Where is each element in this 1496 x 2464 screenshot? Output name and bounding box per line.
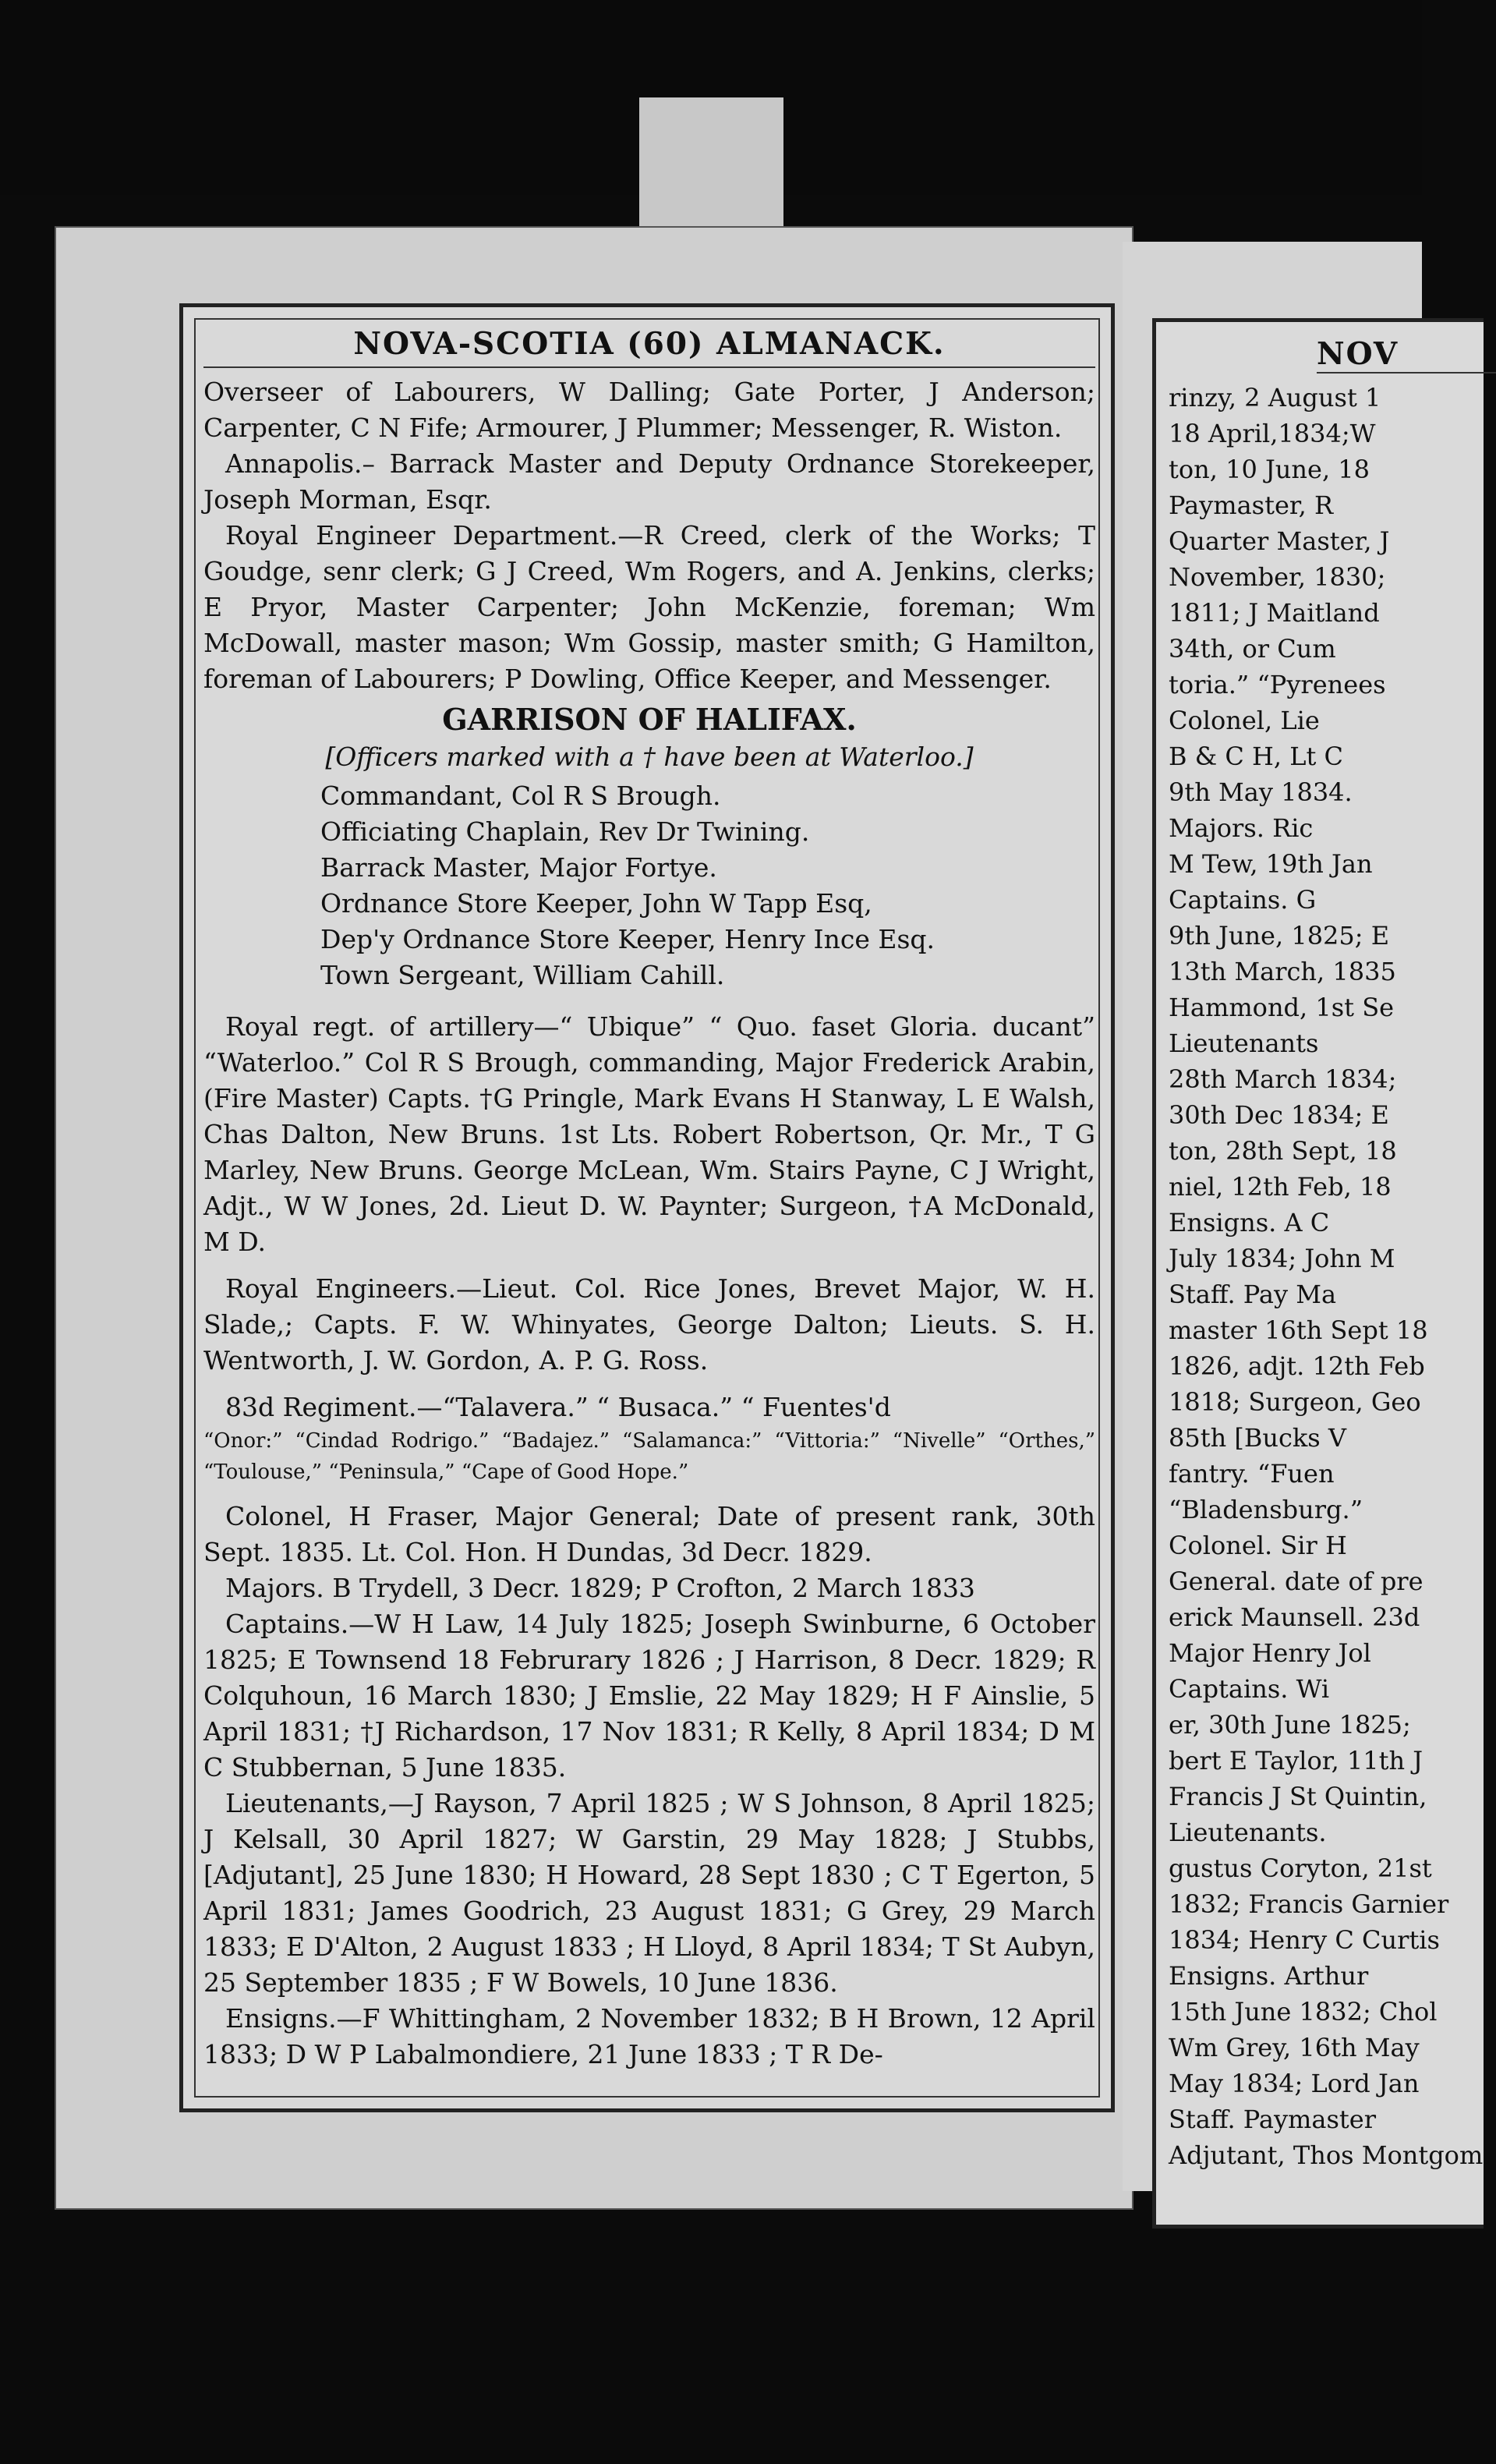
right-page-line: 34th, or Cum	[1169, 634, 1336, 664]
right-page-line: gustus Coryton, 21st	[1169, 1853, 1432, 1883]
right-page-line: ton, 28th Sept, 18	[1169, 1136, 1397, 1166]
battle-honours: “Onor:” “Cindad Rodrigo.” “Badajez.” “Salamanca:” “Vittoria:” “Nivelle” “Orthes,” “Toulouse,” “Peninsula,” “Cape of Good Hope.”	[203, 1429, 1095, 1484]
right-page-line: Wm Grey, 16th May	[1169, 2033, 1420, 2062]
paragraph-lieutenants: Lieutenants,—J Rayson, 7 April 1825 ; W S Johnson, 8 April 1825; J Kelsall, 30 April 1827; W Garstin, 29 May 1828; J Stubbs, [Adjutant], 25 June 1830; H Howard, 28 Sept 1830 ; C T Egerton, 5 April 1831; James Goodrich, 23 August 1831; G Grey, 29 March 1833; E D'Alton, 2 August 1833 ; H Lloyd, 8 April 1834; T St Aubyn, 25 September 1835 ; F W Bowels, 10 June 1836.	[203, 1788, 1095, 1998]
right-page-line: Lieutenants.	[1169, 1818, 1327, 1847]
right-page-line: B & C H, Lt C	[1169, 742, 1344, 771]
right-page-line: 1834; Henry C Curtis	[1169, 1925, 1440, 1955]
right-page-line: May 1834; Lord Jan	[1169, 2069, 1420, 2098]
garrison-title: GARRISON OF HALIFAX.	[442, 702, 857, 737]
right-page-line: Captains. G	[1169, 885, 1317, 915]
right-page-line: 28th March 1834;	[1169, 1064, 1397, 1094]
paragraph-annapolis: Annapolis.– Barrack Master and Deputy Ordnance Storekeeper, Joseph Morman, Esqr.	[203, 448, 1095, 515]
page-header: NOVA-SCOTIA (60) ALMANACK.	[203, 326, 1095, 368]
right-page-line: erick Maunsell. 23d	[1169, 1602, 1420, 1632]
right-page-line: fantry. “Fuen	[1169, 1459, 1335, 1489]
paragraph-royal-engineer-department: Royal Engineer Department.—R Creed, clerk of the Works; T Goudge, senr clerk; G J Creed, Wm Rogers, and A. Jenkins, clerks; E Pryor, Master Carpenter; John McKenzie, foreman; Wm McDowall, master mason; Wm Gossip, master smith; G Hamilton, foreman of Labourers; P Dowling, Office Keeper, and Messenger.	[203, 520, 1095, 694]
paragraph-artillery: Royal regt. of artillery—“ Ubique” “ Quo. faset Gloria. ducant” “Waterloo.” Col R S Brough, commanding, Major Frederick Arabin, (Fire Master) Capts. †G Pringle, Mark Evans H Stanway, L E Walsh, Chas Dalton, New Bruns. 1st Lts. Robert Robertson, Qr. Mr., T G Marley, New Bruns. George McLean, Wm. Stairs Payne, C J Wright, Adjt., W W Jones, 2d. Lieut D. W. Paynter; Surgeon, †A McDonald, M D.	[203, 1011, 1095, 1257]
right-page-line: Francis J St Quintin,	[1169, 1782, 1427, 1811]
officer-list	[320, 778, 1095, 993]
right-page-line: Hammond, 1st Se	[1169, 993, 1395, 1022]
spacer	[203, 1488, 1095, 1499]
right-page-line: 1826, adjt. 12th Feb	[1169, 1351, 1425, 1381]
officer-line: Barrack Master, Major Fortye.	[320, 852, 717, 883]
officer-line: Dep'y Ordnance Store Keeper, Henry Ince Esq.	[320, 924, 935, 954]
right-page-line: “Bladensburg.”	[1169, 1495, 1363, 1524]
paragraph-majors: Majors. B Trydell, 3 Decr. 1829; P Crofton, 2 March 1833	[225, 1573, 975, 1603]
right-page-line: Paymaster, R	[1169, 490, 1334, 520]
officer-line: Commandant, Col R S Brough.	[320, 781, 721, 811]
right-page-line: 1818; Surgeon, Geo	[1169, 1387, 1421, 1417]
right-page-line: Staff. Paymaster	[1169, 2105, 1376, 2134]
right-page-line: Staff. Pay Ma	[1169, 1280, 1337, 1309]
right-page-line: 1832; Francis Garnier	[1169, 1889, 1449, 1919]
right-page-line: Majors. Ric	[1169, 813, 1314, 843]
right-page-line: 13th March, 1835	[1169, 957, 1396, 986]
right-page-line: toria.” “Pyrenees	[1169, 670, 1386, 699]
officer-line: Ordnance Store Keeper, John W Tapp Esq,	[320, 888, 872, 919]
paragraph-ensigns: Ensigns.—F Whittingham, 2 November 1832; B H Brown, 12 April 1833; D W P Labalmondiere, 21 June 1833 ; T R De-	[203, 2003, 1095, 2069]
right-page-line: 9th May 1834.	[1169, 777, 1353, 807]
right-page-line: M Tew, 19th Jan	[1169, 849, 1373, 879]
paragraph-83d-regiment: 83d Regiment.—“Talavera.” “ Busaca.” “ Fuentes'd	[225, 1392, 891, 1422]
right-page-content	[1169, 336, 1496, 2173]
paragraph-overseer: Overseer of Labourers, W Dalling; Gate Porter, J Anderson; Carpenter, C N Fife; Armourer, J Plummer; Messenger, R. Wiston.	[203, 377, 1095, 443]
right-page-line: November, 1830;	[1169, 562, 1386, 592]
paragraph-captains: Captains.—W H Law, 14 July 1825; Joseph Swinburne, 6 October 1825; E Townsend 18 Februrary 1826 ; J Harrison, 8 Decr. 1829; R Colquhoun, 16 March 1830; J Emslie, 22 May 1829; H F Ainslie, 5 April 1831; †J Richardson, 17 Nov 1831; R Kelly, 8 April 1834; D M C Stubbernan, 5 June 1835.	[203, 1609, 1095, 1783]
right-page-line: 15th June 1832; Chol	[1169, 1997, 1438, 2027]
right-page-line: niel, 12th Feb, 18	[1169, 1172, 1392, 1202]
right-page	[1123, 242, 1484, 2191]
paragraph-colonel: Colonel, H Fraser, Major General; Date of present rank, 30th Sept. 1835. Lt. Col. Hon. H Dundas, 3d Decr. 1829.	[203, 1501, 1095, 1567]
right-page-line: bert E Taylor, 11th J	[1169, 1746, 1423, 1775]
right-page-frame	[1152, 318, 1484, 2229]
spacer	[203, 1379, 1095, 1390]
right-page-line: 1811; J Maitland	[1169, 598, 1380, 628]
right-page-line: July 1834; John M	[1169, 1244, 1395, 1273]
right-page-line: ton, 10 June, 18	[1169, 455, 1370, 484]
right-page-line: Ensigns. A C	[1169, 1208, 1330, 1237]
right-page-line: Captains. Wi	[1169, 1674, 1330, 1704]
officer-line: Town Sergeant, William Cahill.	[320, 960, 725, 990]
right-page-line: Lieutenants	[1169, 1028, 1319, 1058]
right-page-line: er, 30th June 1825;	[1169, 1710, 1411, 1740]
right-page-line: 9th June, 1825; E	[1169, 921, 1390, 951]
right-page-line: Major Henry Jol	[1169, 1638, 1371, 1668]
page-frame	[179, 303, 1115, 2112]
right-page-header: NOV	[1317, 336, 1496, 373]
right-page-line: Quarter Master, J	[1169, 526, 1390, 556]
spacer	[203, 998, 1095, 1009]
right-page-line: Colonel, Lie	[1169, 706, 1320, 735]
right-page-line: General. date of pre	[1169, 1567, 1423, 1596]
left-page	[55, 226, 1133, 2210]
right-page-line: Ensigns. Arthur	[1169, 1961, 1369, 1991]
right-page-line: 18 April,1834;W	[1169, 419, 1376, 448]
spacer	[203, 1260, 1095, 1271]
right-page-line: 85th [Bucks V	[1169, 1423, 1346, 1453]
right-page-line: master 16th Sept 18	[1169, 1315, 1428, 1345]
right-page-line: Adjutant, Thos Montgom	[1169, 2140, 1484, 2170]
officer-line: Officiating Chaplain, Rev Dr Twining.	[320, 816, 810, 847]
right-page-line: Colonel. Sir H	[1169, 1531, 1347, 1560]
right-page-line: 30th Dec 1834; E	[1169, 1100, 1389, 1130]
page-content	[203, 323, 1095, 2073]
garrison-note: [Officers marked with a † have been at Waterloo.]	[325, 742, 974, 772]
paragraph-royal-engineers: Royal Engineers.—Lieut. Col. Rice Jones, Brevet Major, W. H. Slade,; Capts. F. W. Whinyates, George Dalton; Lieuts. S. H. Wentworth, J. W. Gordon, A. P. G. Ross.	[203, 1273, 1095, 1375]
right-page-line: rinzy, 2 August 1	[1169, 383, 1381, 412]
